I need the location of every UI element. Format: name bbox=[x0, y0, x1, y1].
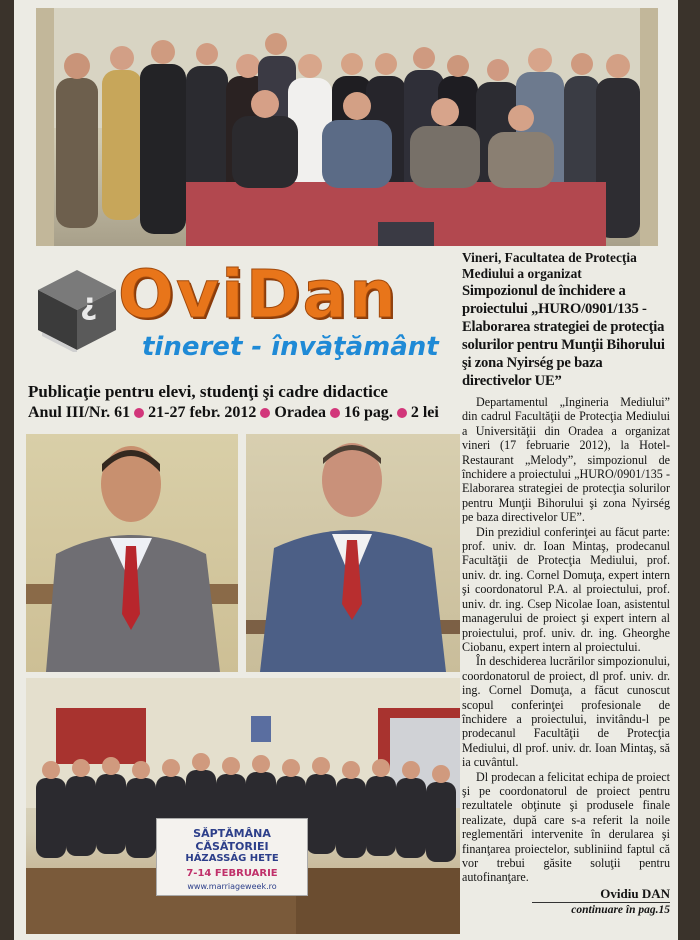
article-author: Ovidiu DAN bbox=[600, 885, 670, 901]
logo-tagline: tineret - învăţământ bbox=[142, 332, 439, 362]
bullet-icon bbox=[330, 408, 340, 418]
newspaper-page bbox=[14, 0, 678, 940]
article-paragraph: Dl prodecan a felicitat echipa de proiect şi pe coordonatorul de proiect pentru rezultatele obţinute şi produsele finale realizate, după care s-a referit la noile reglementări intervenite în derularea şi finanţarea proiectelor, subliniind faptul că vor trebui găsite soluţii pentru autofinanţare. bbox=[462, 769, 670, 885]
article-headline: Simpozionul de închidere a proiectului „HURO/0901/135 - Elaborarea strategiei de protecţia solurilor pentru Munţii Bihorului şi zona Nyirség pe baza directivelor UE” bbox=[462, 283, 665, 389]
portrait-photo-left bbox=[26, 434, 238, 672]
issue-dates: 21-27 febr. 2012 bbox=[148, 404, 257, 421]
issue-line bbox=[28, 404, 439, 422]
bullet-icon bbox=[397, 408, 407, 418]
issue-pages: 16 pag. bbox=[343, 404, 393, 421]
group-photo-bottom bbox=[26, 678, 460, 934]
issue-city: Oradea bbox=[274, 404, 326, 421]
group-photo-top bbox=[36, 8, 658, 246]
article-body bbox=[462, 395, 670, 885]
portrait-illustration bbox=[246, 434, 460, 672]
banner-line1: SĂPTĂMÂNA CĂSĂTORIEI bbox=[193, 827, 271, 853]
publication-subtitle: Publicaţie pentru elevi, studenţi şi cadre didactice bbox=[28, 382, 388, 401]
issue-number: Anul III/Nr. 61 bbox=[28, 404, 131, 421]
marriage-week-banner bbox=[156, 818, 308, 896]
portrait-photo-right bbox=[246, 434, 460, 672]
continuation-note: continuare în pag.15 bbox=[532, 902, 670, 916]
article-kicker: Vineri, Facultatea de Protecţia Mediului a organizat bbox=[462, 250, 637, 281]
bullet-icon bbox=[134, 408, 144, 418]
masthead-logo bbox=[30, 252, 460, 372]
bullet-icon bbox=[260, 408, 270, 418]
article-paragraph: Din prezidiul conferinţei au făcut parte: prof. univ. dr. Ioan Mintaş, prodecanul Facultăţii de Protecţia Mediului, prof. univ. dr. ing. Cornel Domuţa, expert intern şi coordonatorul P.A. al proiectului, prof. univ. dr. ing. Csep Nicolae Ioan, asistentul managerului de proiect şi expert intern al proiectului, prof. univ. dr. ing. Gheorghe Ciobanu, expert intern al proiectului. bbox=[462, 524, 670, 654]
cube-question-icon bbox=[34, 266, 120, 352]
banner-url: www.marriageweek.ro bbox=[187, 882, 277, 891]
portrait-illustration bbox=[26, 434, 238, 672]
issue-price: 2 lei bbox=[410, 404, 439, 421]
article-paragraph: În deschiderea lucrărilor simpozionului, coordonatorul de proiect, dl prof. univ. dr. ing. Cornel Domuţa, a făcut cunoscut scopul conferinţei profesionale de închidere a proiectului, invitându-l pe prodecanul Facultăţii de Protecţia Mediului, dl prof. univ. dr. Ioan Mintaş, să ia cuvântul. bbox=[462, 654, 670, 770]
group-photo-illustration bbox=[36, 8, 658, 246]
logo-title: OviDan bbox=[118, 256, 399, 333]
article-paragraph: Departamentul „Ingineria Mediului” din cadrul Facultăţii de Protecţia Mediului a Universităţii din Oradea a organizat vineri (17 februarie 2012), la Hotel-Restaurant „Melody”, simpozionul de închidere a proiectului „HURO/0901/135 - Elaborarea strategiei de protecţia solurilor pentru Munţii Bihorului şi zona Nyirség pe baza directivelor UE”. bbox=[462, 395, 670, 525]
svg-text:¿: ¿ bbox=[80, 287, 98, 322]
banner-line3: 7-14 FEBRUARIE bbox=[186, 868, 278, 879]
banner-line2: HÁZASSÁG HETE bbox=[185, 853, 279, 864]
article-column bbox=[462, 250, 670, 940]
